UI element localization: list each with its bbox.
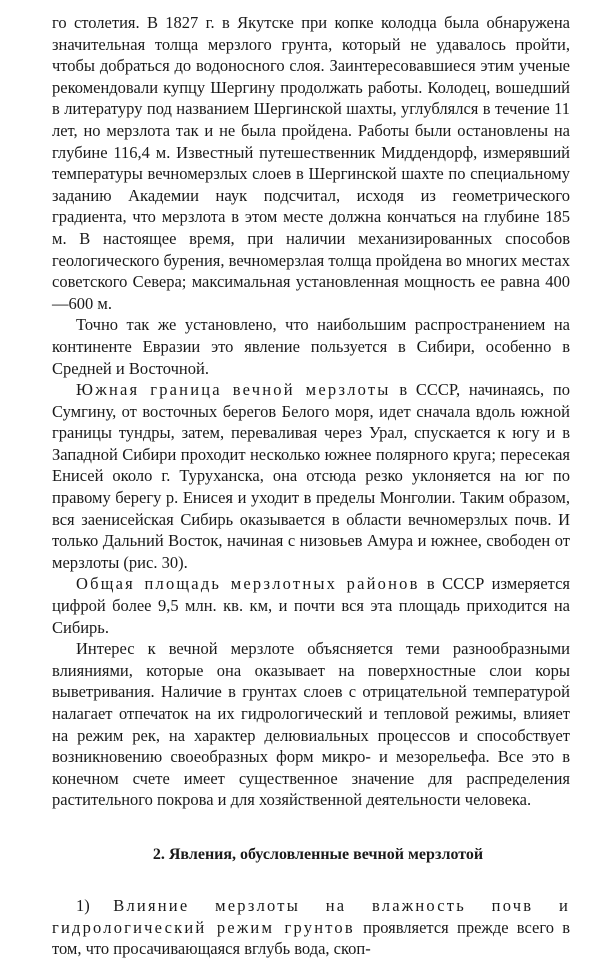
spaced-term-total-area: Общая площадь мерзлотных районов [76, 574, 420, 594]
paragraph-2: Точно так же установлено, что наибольшим распространением на континенте Евразии это явление пользуется в Сибири, особенно в Средней и Восточной. [52, 315, 570, 378]
paragraph-4-text: в СССР измеряется цифрой более 9,5 млн. кв. км, и почти вся эта площадь приходится на Сибирь. [52, 574, 570, 637]
paragraph-3-text: в СССР, начинаясь, по Сумгину, от восточных берегов Белого моря, идет сначала вдоль южной границы тундры, затем, переваливая через Урал, спускается к югу и в Западной Сибири проходит несколько южнее полярного круга; пересекая Енисей около г. Туруханска, она отсюда резко уклоняется на юг по правому берегу р. Енисея и уходит в пределы Монголии. Таким образом, вся заенисейская Сибирь оказывается в области вечномерзлых почв. И только Дальний Восток, начиная с низовьев Амура и южнее, свободен от мерзлоты (рис. 30). [52, 380, 571, 572]
paragraph-3 [52, 379, 570, 573]
paragraph-5: Интерес к вечной мерзлоте объясняется теми разнообразными влияниями, которые она оказывает на поверхностные слои коры выветривания. Наличие в грунтах слоев с отрицательной температурой налагает отпечаток на их гидрологический и тепловой режимы, влияет на режим рек, на характер делювиальных процессов и способствует возникновению своеобразных форм микро- и мезорельефа. Все это в конечном счете имеет существенное значение для распределения растительного покрова и для хозяйственной деятельности человека. [52, 639, 570, 810]
paragraph-6 [52, 895, 570, 960]
spaced-term-moisture-influence: Влияние мерзлоты на влажность почв и гидрологический режим грунтов [52, 895, 570, 937]
paragraph-1: го столетия. В 1827 г. в Якутске при копке колодца была обнаружена значительная толща мерзлого грунта, который не удавалось пройти, чтобы добраться до водоносного слоя. Заинтересовавшиеся этим ученые рекомендовали купцу Шергину продолжать работы. Колодец, вошедший в литературу под названием Шергинской шахты, углублялся в течение 11 лет, но мерзлота так и не была пройдена. Работы были остановлены на глубине 116,4 м. Известный путешественник Миддендорф, измерявший температуры вечномерзлых слоев в Шергинской шахте по специальному заданию Академии наук подсчитал, исходя из геометрического градиента, что мерзлота в этом месте должна кончаться на глубине 185 м. В настоящее время, при наличии механизированных способов геологического бурения, вечномерзлая толща пройдена во многих местах советского Севера; максимальная установленная мощность ее равна 400—600 м. [52, 13, 570, 313]
book-page [52, 12, 570, 960]
list-number: 1) [76, 895, 114, 915]
paragraph-6-text: проявляется прежде всего в том, что просачивающаяся вглубь вода, скоп- [52, 917, 570, 959]
spaced-term-southern-boundary: Южная граница вечной мерзлоты [76, 380, 391, 400]
section-heading: 2. Явления, обусловленные вечной мерзлотой [152, 845, 484, 863]
paragraph-4 [52, 573, 570, 638]
